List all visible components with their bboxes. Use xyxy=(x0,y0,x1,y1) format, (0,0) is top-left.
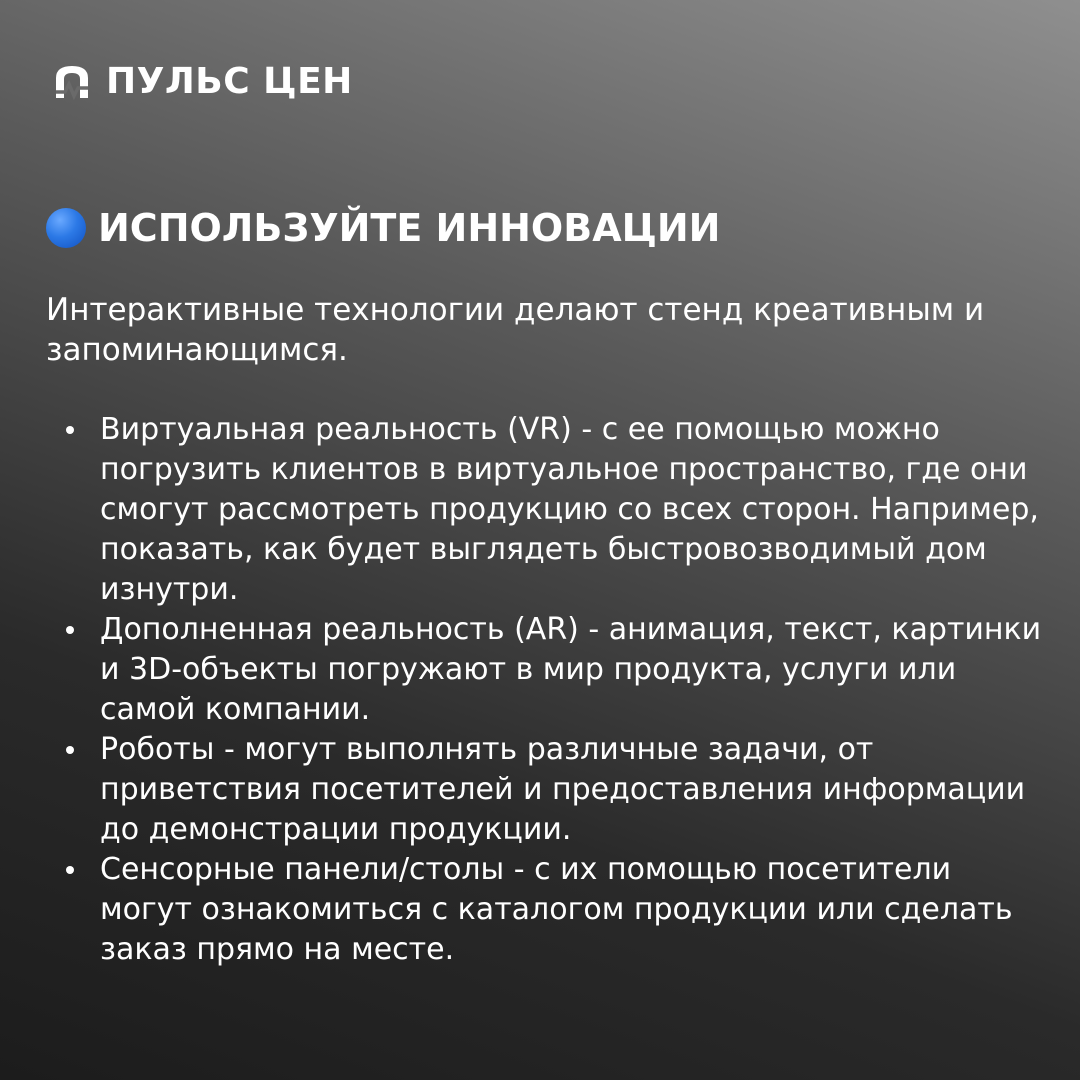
bullet-list xyxy=(60,410,1050,970)
list-item xyxy=(60,610,1050,730)
list-item-text: Роботы - могут выполнять различные задачи, от приветствия посетителей и предоставления информации до демонстрации продукции. xyxy=(100,732,1026,847)
blue-circle-icon xyxy=(46,208,86,248)
bullet-icon xyxy=(66,866,74,874)
list-item-text: Дополненная реальность (AR) - анимация, текст, картинки и 3D-объекты погружают в мир продукта, услуги или самой компании. xyxy=(100,612,1042,727)
list-item xyxy=(60,410,1050,610)
pulse-arch-icon xyxy=(52,62,92,102)
list-item-text: Сенсорные панели/столы - с их помощью посетители могут ознакомиться с каталогом продукции или сделать заказ прямо на месте. xyxy=(100,852,1013,967)
list-item xyxy=(60,850,1050,970)
section-heading xyxy=(46,200,720,256)
brand-name: ПУЛЬС ЦЕН xyxy=(106,61,353,102)
brand-logo xyxy=(52,60,353,104)
list-item xyxy=(60,730,1050,850)
bullet-icon xyxy=(66,626,74,634)
heading-text: ИСПОЛЬЗУЙТЕ ИННОВАЦИИ xyxy=(98,206,721,250)
intro-paragraph: Интерактивные технологии делают стенд креативным и запоминающимся. xyxy=(46,292,985,368)
bullet-icon xyxy=(66,426,74,434)
bullet-icon xyxy=(66,746,74,754)
list-item-text: Виртуальная реальность (VR) - с ее помощью можно погрузить клиентов в виртуальное пространство, где они смогут рассмотреть продукцию со всех сторон. Например, показать, как будет выглядеть быстровозводимый дом изнутри. xyxy=(100,412,1039,607)
